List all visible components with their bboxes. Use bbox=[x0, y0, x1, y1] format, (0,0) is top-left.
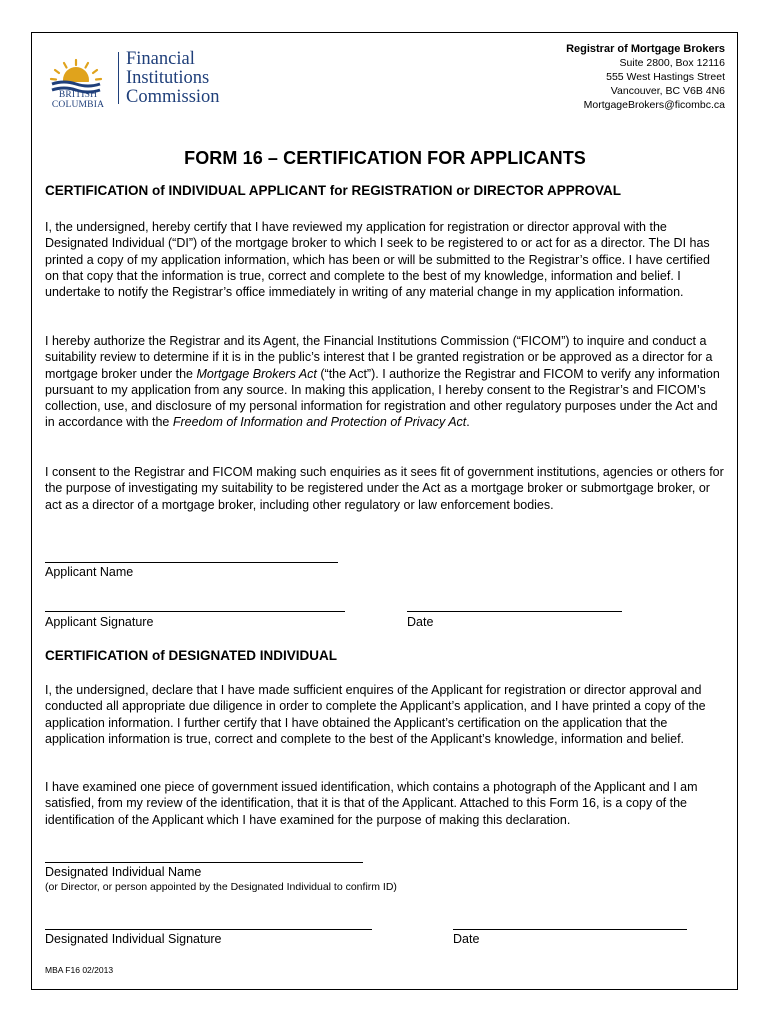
applicant-name-label: Applicant Name bbox=[45, 565, 134, 579]
designated-individual-section-heading: CERTIFICATION of DESIGNATED INDIVIDUAL bbox=[45, 648, 337, 663]
logo-divider bbox=[118, 52, 119, 104]
applicant-date-line[interactable] bbox=[407, 611, 622, 612]
foippa-act-name: Freedom of Information and Protection of Privacy Act bbox=[172, 415, 467, 430]
registrar-address bbox=[566, 42, 725, 112]
applicant-section-heading: CERTIFICATION of INDIVIDUAL APPLICANT for REGISTRATION or DIRECTOR APPROVAL bbox=[45, 183, 621, 198]
address-line: Suite 2800, Box 12116 bbox=[619, 57, 725, 69]
british-columbia-wordmark: BRITISH COLUMBIA bbox=[51, 90, 105, 110]
form-code: MBA F16 02/2013 bbox=[45, 965, 114, 975]
ficom-wordmark: Financial Institutions Commission bbox=[126, 49, 220, 107]
form-title: FORM 16 – CERTIFICATION FOR APPLICANTS bbox=[184, 148, 586, 168]
applicant-name-line[interactable] bbox=[45, 562, 338, 563]
registrar-org-name: Registrar of Mortgage Brokers bbox=[566, 43, 725, 55]
act-name: Mortgage Brokers Act bbox=[196, 366, 317, 381]
di-name-label: Designated Individual Name bbox=[45, 865, 202, 879]
di-name-line[interactable] bbox=[45, 862, 363, 863]
di-signature-line[interactable] bbox=[45, 929, 372, 930]
ficom-logo bbox=[44, 50, 244, 110]
di-name-note: (or Director, or person appointed by the Designated Individual to confirm ID) bbox=[45, 881, 397, 893]
address-line: 555 West Hastings Street bbox=[606, 71, 725, 83]
applicant-date-label: Date bbox=[407, 615, 434, 629]
applicant-signature-line[interactable] bbox=[45, 611, 345, 612]
registrar-email[interactable]: MortgageBrokers@ficombc.ca bbox=[583, 99, 725, 111]
applicant-paragraph-3: I consent to the Registrar and FICOM making such enquiries as it sees fit of government institutions, agencies or others for the purpose of investigating my suitability to be registered under the Act as a mortgage broker or submortgage broker, or act as a director of a mortgage broker, including other regulatory or law enforcement bodies. bbox=[45, 465, 724, 512]
di-paragraph-2: I have examined one piece of government issued identification, which contains a photograph of the Applicant and I am satisfied, from my review of the identification, that it is that of the Applicant. Attached to this Form 16, is a copy of the identification of the Applicant which I have examined for the purpose of making this declaration. bbox=[45, 780, 698, 827]
address-line: Vancouver, BC V6B 4N6 bbox=[610, 85, 725, 97]
di-date-label: Date bbox=[453, 932, 480, 946]
di-signature-label: Designated Individual Signature bbox=[45, 932, 222, 946]
applicant-paragraph-2: I hereby authorize the Registrar and its Agent, the Financial Institutions Commission (“FICOM”) to inquire and conduct a suitability review to determine if it is in the public’s interest that I be granted registration or be approved as a director for a mortgage broker under the Mortgage Brokers Act (“the Act”). I authorize the Registrar and FICOM to verify any information pursuant to my application from any source. In making this application, I hereby consent to the Registrar’s and FICOM’s collection, use, and disclosure of my personal information for registration and other regulatory purposes under the Act and in accordance with the Freedom of Information and Protection of Privacy Act. bbox=[45, 334, 720, 430]
applicant-paragraph-1: I, the undersigned, hereby certify that I have reviewed my application for registration or director approval with the Designated Individual (“DI”) of the mortgage broker to which I seek to be registered to or act for as a director. The DI has printed a copy of my application information, which has been or will be submitted to the Registrar’s office. I have certified on that copy that the information is true, correct and complete to the best of my knowledge, information and belief. I undertake to notify the Registrar’s office immediately in writing of any material change in my application information. bbox=[45, 220, 710, 300]
di-paragraph-1: I, the undersigned, declare that I have made sufficient enquires of the Applicant for registration or director approval and conducted all appropriate due diligence in order to complete the Applicant’s application, and I have printed a copy of the application information. I further certify that I have obtained the Applicant’s certification on the application that the application information is true, correct and complete to the best of the Applicant’s knowledge, information and belief. bbox=[45, 683, 706, 746]
applicant-signature-label: Applicant Signature bbox=[45, 615, 154, 629]
di-date-line[interactable] bbox=[453, 929, 687, 930]
